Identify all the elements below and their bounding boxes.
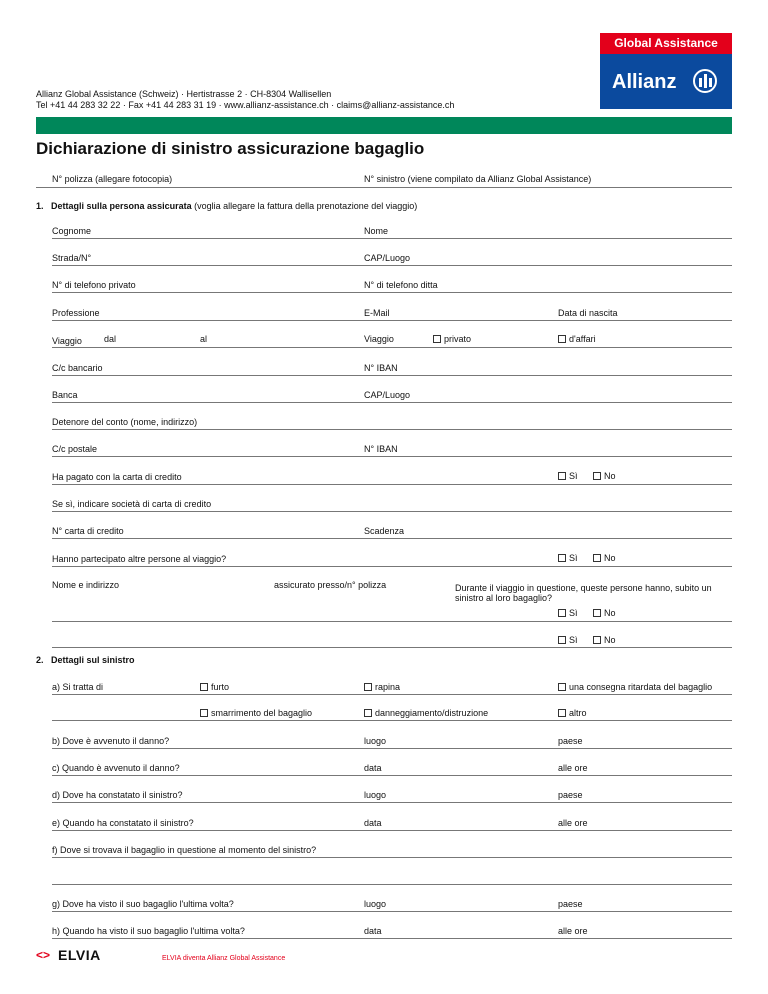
- c-label: c) Quando è avvenuto il danno?: [52, 763, 180, 773]
- cognome-label: Cognome: [52, 226, 92, 236]
- f-field-1[interactable]: [52, 857, 732, 858]
- viaggio-type-label: Viaggio: [364, 334, 394, 344]
- persone-row2-field[interactable]: [52, 647, 732, 648]
- ritardata-checkbox[interactable]: [558, 683, 566, 691]
- ritardata-text: una consegna ritardata del bagaglio: [569, 682, 713, 692]
- c-field[interactable]: [52, 775, 732, 776]
- logo-wordmark: Allianz: [612, 71, 677, 93]
- viaggio-label: Viaggio: [52, 336, 82, 346]
- c-ore-label: alle ore: [558, 763, 588, 773]
- ritardata-option[interactable]: [558, 682, 712, 693]
- d-field[interactable]: [52, 802, 732, 803]
- societa-carta-label: Se sì, indicare società di carta di credito: [52, 499, 212, 509]
- dal-label: dal: [104, 334, 117, 344]
- altre-no-checkbox[interactable]: [593, 554, 601, 562]
- strada-label: Strada/N°: [52, 253, 92, 263]
- detenore-field[interactable]: [52, 429, 732, 430]
- e-field[interactable]: [52, 830, 732, 831]
- page-title: Dichiarazione di sinistro assicurazione bagaglio: [36, 139, 425, 158]
- f-field-2[interactable]: [52, 884, 732, 885]
- header-divider: [36, 117, 732, 134]
- iban2-label: N° IBAN: [364, 444, 398, 454]
- email-label: E-Mail: [364, 308, 390, 318]
- persone2-no-checkbox[interactable]: [593, 636, 601, 644]
- telefono-field[interactable]: [52, 292, 732, 293]
- section2-heading: [36, 655, 135, 666]
- professione-label: Professione: [52, 308, 100, 318]
- a-row2-line: [52, 720, 732, 721]
- cognome-field[interactable]: [52, 238, 732, 239]
- allianz-eagle-icon: [693, 69, 717, 93]
- altre-si-text: Sì: [569, 553, 578, 563]
- al-label: al: [200, 334, 208, 344]
- cc-postale-field[interactable]: [52, 456, 732, 457]
- furto-text: furto: [211, 682, 230, 692]
- b-field[interactable]: [52, 748, 732, 749]
- smarrimento-checkbox[interactable]: [200, 709, 208, 717]
- section1-number: 1.: [36, 201, 44, 211]
- elvia-arrows-icon: <>: [36, 948, 51, 962]
- altre-persone-label: Hanno partecipato altre persone al viaggio?: [52, 554, 227, 564]
- e-label: e) Quando ha constatato il sinistro?: [52, 818, 194, 828]
- professione-field[interactable]: [52, 320, 732, 321]
- a-label: a) Si tratta di: [52, 682, 104, 692]
- persone1-si-checkbox[interactable]: [558, 609, 566, 617]
- b-paese-label: paese: [558, 736, 583, 746]
- cc-bancario-field[interactable]: [52, 375, 732, 376]
- nome-label: Nome: [364, 226, 389, 236]
- persone2-no-option[interactable]: [593, 635, 616, 646]
- cap-luogo-label: CAP/Luogo: [364, 253, 411, 263]
- smarrimento-text: smarrimento del bagaglio: [211, 708, 313, 718]
- societa-carta-field[interactable]: [52, 511, 732, 512]
- persone-row1-field[interactable]: [52, 621, 732, 622]
- d-label: d) Dove ha constatato il sinistro?: [52, 790, 183, 800]
- altre-no-option[interactable]: [593, 553, 616, 564]
- altre-si-checkbox[interactable]: [558, 554, 566, 562]
- section1-note: (voglia allegare la fattura della prenotazione del viaggio): [191, 201, 418, 211]
- rapina-option[interactable]: [364, 682, 400, 693]
- carta-credito-label: Ha pagato con la carta di credito: [52, 472, 182, 482]
- persone2-no-text: No: [604, 635, 616, 645]
- danneggiamento-option[interactable]: [364, 708, 488, 719]
- c-data-label: data: [364, 763, 382, 773]
- rapina-text: rapina: [375, 682, 401, 692]
- danneggiamento-checkbox[interactable]: [364, 709, 372, 717]
- carta-credito-field[interactable]: [52, 484, 732, 485]
- g-label: g) Dove ha visto il suo bagaglio l'ultima volta?: [52, 899, 234, 909]
- data-nascita-label: Data di nascita: [558, 308, 618, 318]
- h-field[interactable]: [52, 938, 732, 939]
- persone2-si-text: Sì: [569, 635, 578, 645]
- h-label: h) Quando ha visto il suo bagaglio l'ultima volta?: [52, 926, 245, 936]
- carta-si-checkbox[interactable]: [558, 472, 566, 480]
- scadenza-label: Scadenza: [364, 526, 405, 536]
- policy-no-field[interactable]: [36, 187, 732, 188]
- company-contact: Tel +41 44 283 32 22 · Fax +41 44 283 31 19 · www.allianz-assistance.ch · claims@allianz-assistance.ch: [36, 100, 455, 110]
- claim-no-label: N° sinistro (viene compilato da Allianz Global Assistance): [364, 174, 592, 184]
- e-data-label: data: [364, 818, 382, 828]
- logo-tagline: Global Assistance: [600, 33, 732, 54]
- strada-field[interactable]: [52, 265, 732, 266]
- persone1-si-option[interactable]: [558, 608, 578, 619]
- altre-si-option[interactable]: [558, 553, 578, 564]
- d-paese-label: paese: [558, 790, 583, 800]
- f-label: f) Dove si trovava il bagaglio in questione al momento del sinistro?: [52, 845, 317, 855]
- altro-option[interactable]: [558, 708, 587, 719]
- durante-label-2: sinistro al loro bagaglio?: [455, 593, 553, 603]
- rapina-checkbox[interactable]: [364, 683, 372, 691]
- section1-heading: [36, 201, 417, 212]
- persone2-si-option[interactable]: [558, 635, 578, 646]
- assicurato-presso-label: assicurato presso/n° polizza: [274, 580, 387, 590]
- affari-option[interactable]: [558, 334, 596, 345]
- policy-no-label: N° polizza (allegare fotocopia): [52, 174, 173, 184]
- footer-note: ELVIA diventa Allianz Global Assistance: [162, 955, 286, 962]
- persone1-si-text: Sì: [569, 608, 578, 618]
- b-label: b) Dove è avvenuto il danno?: [52, 736, 170, 746]
- altro-text: altro: [569, 708, 587, 718]
- company-address: Allianz Global Assistance (Schweiz) · Hertistrasse 2 · CH-8304 Wallisellen: [36, 89, 332, 99]
- section2-number: 2.: [36, 655, 44, 665]
- e-ore-label: alle ore: [558, 818, 588, 828]
- detenore-label: Detenore del conto (nome, indirizzo): [52, 417, 198, 427]
- n-carta-label: N° carta di credito: [52, 526, 124, 536]
- persone1-no-checkbox[interactable]: [593, 609, 601, 617]
- tel-privato-label: N° di telefono privato: [52, 280, 136, 290]
- persone2-si-checkbox[interactable]: [558, 636, 566, 644]
- viaggio-field[interactable]: [52, 347, 732, 348]
- h-data-label: data: [364, 926, 382, 936]
- affari-text: d'affari: [569, 334, 596, 344]
- altre-no-text: No: [604, 553, 616, 563]
- d-luogo-label: luogo: [364, 790, 387, 800]
- a-row1-line: [52, 694, 732, 695]
- privato-text: privato: [444, 334, 472, 344]
- section1-title: Dettagli sulla persona assicurata: [51, 201, 192, 211]
- privato-option[interactable]: [433, 334, 471, 345]
- carta-no-checkbox[interactable]: [593, 472, 601, 480]
- elvia-wordmark: ELVIA: [58, 947, 101, 963]
- g-luogo-label: luogo: [364, 899, 387, 909]
- nome-indirizzo-label: Nome e indirizzo: [52, 580, 120, 590]
- carta-si-option[interactable]: [558, 471, 578, 482]
- altro-checkbox[interactable]: [558, 709, 566, 717]
- carta-si-text: Sì: [569, 471, 578, 481]
- carta-no-option[interactable]: [593, 471, 616, 482]
- furto-checkbox[interactable]: [200, 683, 208, 691]
- furto-option[interactable]: [200, 682, 229, 693]
- banca-field[interactable]: [52, 402, 732, 403]
- g-paese-label: paese: [558, 899, 583, 909]
- section2-title: Dettagli sul sinistro: [51, 655, 135, 665]
- privato-checkbox[interactable]: [433, 335, 441, 343]
- persone1-no-text: No: [604, 608, 616, 618]
- altre-persone-field[interactable]: [52, 566, 732, 567]
- h-ore-label: alle ore: [558, 926, 588, 936]
- tel-ditta-label: N° di telefono ditta: [364, 280, 438, 290]
- cc-bancario-label: C/c bancario: [52, 363, 103, 373]
- affari-checkbox[interactable]: [558, 335, 566, 343]
- carta-no-text: No: [604, 471, 616, 481]
- g-field[interactable]: [52, 911, 732, 912]
- durante-label-1: Durante il viaggio in questione, queste persone hanno, subito un: [455, 583, 712, 593]
- iban-label: N° IBAN: [364, 363, 398, 373]
- banca-label: Banca: [52, 390, 78, 400]
- cc-postale-label: C/c postale: [52, 444, 98, 454]
- n-carta-field[interactable]: [52, 538, 732, 539]
- danneggiamento-text: danneggiamento/distruzione: [375, 708, 489, 718]
- b-luogo-label: luogo: [364, 736, 387, 746]
- banca-cap-label: CAP/Luogo: [364, 390, 411, 400]
- persone1-no-option[interactable]: [593, 608, 616, 619]
- smarrimento-option[interactable]: [200, 708, 312, 719]
